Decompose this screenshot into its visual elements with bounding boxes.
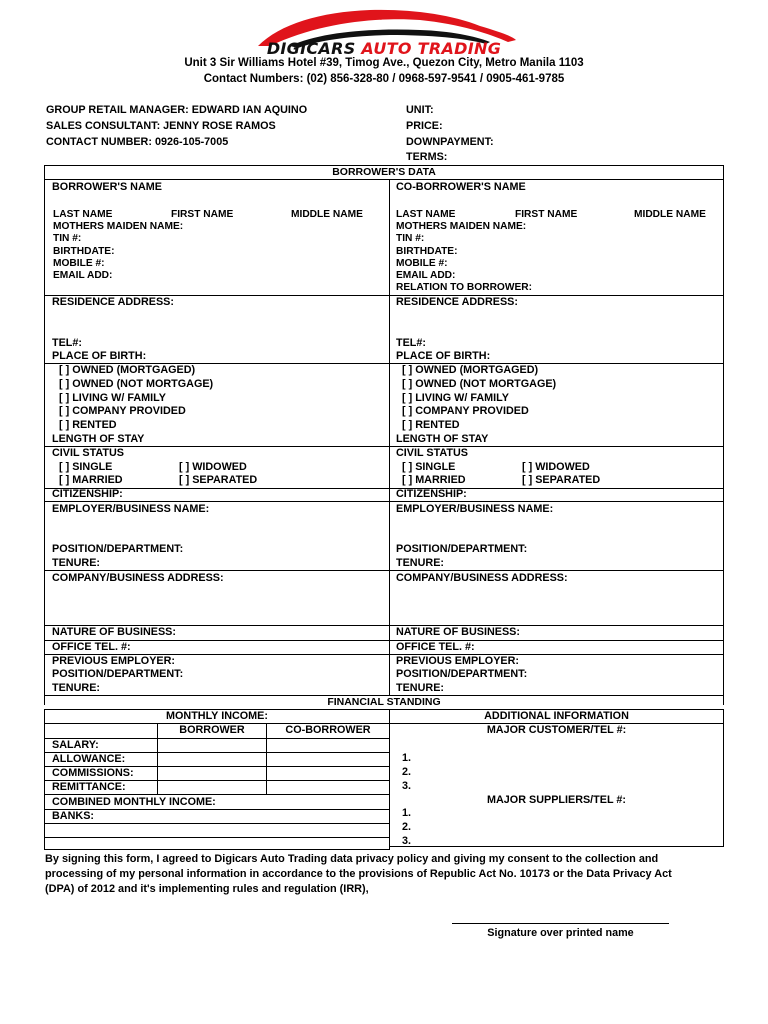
downpayment-label: DOWNPAYMENT: bbox=[406, 136, 494, 148]
borrower-tin: TIN #: bbox=[53, 233, 82, 244]
borrower-first-name: FIRST NAME bbox=[171, 209, 234, 220]
coborrower-single: [ ] SINGLE bbox=[402, 461, 456, 473]
coborrower-tel: TEL#: bbox=[396, 337, 426, 349]
company-address: Unit 3 Sir Williams Hotel #39, Timog Ave., Quezon City, Metro Manila 1103 bbox=[184, 57, 584, 69]
borrower-name-heading: BORROWER'S NAME bbox=[52, 181, 162, 193]
coborrower-middle-name: MIDDLE NAME bbox=[634, 209, 706, 220]
coborrower-last-name: LAST NAME bbox=[396, 209, 456, 220]
banks-label: BANKS: bbox=[52, 810, 94, 822]
coborrower-widowed: [ ] WIDOWED bbox=[522, 461, 590, 473]
borrower-citizenship: CITIZENSHIP: bbox=[52, 488, 123, 500]
consent-line-3: (DPA) of 2012 and it's implementing rules and regulation (IRR), bbox=[45, 883, 369, 895]
price-label: PRICE: bbox=[406, 120, 443, 132]
borrower-middle-name: MIDDLE NAME bbox=[291, 209, 363, 220]
borrower-place-of-birth: PLACE OF BIRTH: bbox=[52, 350, 147, 362]
financial-standing-title: FINANCIAL STANDING bbox=[327, 696, 441, 708]
borrower-prev-tenure: TENURE: bbox=[52, 682, 100, 694]
borrower-rented: [ ] RENTED bbox=[59, 419, 117, 431]
supplier-item-2: 2. bbox=[402, 821, 412, 833]
remittance-label: REMITTANCE: bbox=[52, 781, 126, 793]
coborrower-tenure: TENURE: bbox=[396, 557, 444, 569]
coborrower-company-address: COMPANY/BUSINESS ADDRESS: bbox=[396, 572, 568, 584]
borrower-column-heading: BORROWER bbox=[179, 724, 245, 736]
sales-consultant: SALES CONSULTANT: JENNY ROSE RAMOS bbox=[46, 120, 276, 132]
monthly-income-heading: MONTHLY INCOME: bbox=[166, 710, 268, 722]
borrower-mobile: MOBILE #: bbox=[53, 258, 105, 269]
coborrower-company-provided: [ ] COMPANY PROVIDED bbox=[402, 405, 529, 417]
consent-line-2: processing of my personal information in accordance to the provisions of Republic Act No. 10173 or the Data Privacy Act bbox=[45, 868, 672, 880]
combined-income-label: COMBINED MONTHLY INCOME: bbox=[52, 796, 216, 808]
logo-text-auto-trading: AUTO TRADING bbox=[361, 39, 502, 58]
logo-wordmark bbox=[258, 39, 510, 58]
borrower-last-name: LAST NAME bbox=[53, 209, 113, 220]
borrower-prev-position: POSITION/DEPARTMENT: bbox=[52, 668, 184, 680]
coborrower-prev-position: POSITION/DEPARTMENT: bbox=[396, 668, 528, 680]
customer-item-3: 3. bbox=[402, 780, 412, 792]
additional-info-heading: ADDITIONAL INFORMATION bbox=[484, 710, 629, 722]
logo-text-digicars: DIGICARS bbox=[266, 39, 356, 58]
borrower-mothers-maiden: MOTHERS MAIDEN NAME: bbox=[53, 221, 184, 232]
contact-number: CONTACT NUMBER: 0926-105-7005 bbox=[46, 136, 229, 148]
borrower-employer: EMPLOYER/BUSINESS NAME: bbox=[52, 503, 210, 515]
coborrower-office-tel: OFFICE TEL. #: bbox=[396, 641, 475, 653]
borrower-office-tel: OFFICE TEL. #: bbox=[52, 641, 131, 653]
coborrower-residence: RESIDENCE ADDRESS: bbox=[396, 296, 518, 308]
borrower-position: POSITION/DEPARTMENT: bbox=[52, 543, 184, 555]
commissions-label: COMMISSIONS: bbox=[52, 767, 134, 779]
company-contact: Contact Numbers: (02) 856-328-80 / 0968-597-9541 / 0905-461-9785 bbox=[203, 73, 565, 85]
borrower-birthdate: BIRTHDATE: bbox=[53, 246, 115, 257]
borrowers-data-title: BORROWER'S DATA bbox=[332, 166, 436, 178]
borrower-previous-employer: PREVIOUS EMPLOYER: bbox=[52, 655, 175, 667]
coborrower-name-heading: CO-BORROWER'S NAME bbox=[396, 181, 526, 193]
borrower-tenure: TENURE: bbox=[52, 557, 100, 569]
coborrower-mobile: MOBILE #: bbox=[396, 258, 448, 269]
coborrower-relation: RELATION TO BORROWER: bbox=[396, 282, 533, 293]
salary-label: SALARY: bbox=[52, 739, 99, 751]
coborrower-separated: [ ] SEPARATED bbox=[522, 474, 601, 486]
coborrower-previous-employer: PREVIOUS EMPLOYER: bbox=[396, 655, 519, 667]
consent-line-1: By signing this form, I agreed to Digicars Auto Trading data privacy policy and giving my consent to the collection and bbox=[45, 853, 659, 865]
coborrower-rented: [ ] RENTED bbox=[402, 419, 460, 431]
coborrower-mothers-maiden: MOTHERS MAIDEN NAME: bbox=[396, 221, 527, 232]
signature-line bbox=[452, 923, 669, 924]
borrower-email: EMAIL ADD: bbox=[53, 270, 113, 281]
coborrower-living-family: [ ] LIVING W/ FAMILY bbox=[402, 392, 509, 404]
group-retail-manager: GROUP RETAIL MANAGER: EDWARD IAN AQUINO bbox=[46, 104, 308, 116]
supplier-item-3: 3. bbox=[402, 835, 412, 847]
allowance-label: ALLOWANCE: bbox=[52, 753, 126, 765]
borrower-separated: [ ] SEPARATED bbox=[179, 474, 258, 486]
coborrower-email: EMAIL ADD: bbox=[396, 270, 456, 281]
borrower-company-provided: [ ] COMPANY PROVIDED bbox=[59, 405, 186, 417]
borrower-single: [ ] SINGLE bbox=[59, 461, 113, 473]
unit-label: UNIT: bbox=[406, 104, 434, 116]
coborrower-married: [ ] MARRIED bbox=[402, 474, 466, 486]
borrower-length-of-stay: LENGTH OF STAY bbox=[52, 433, 145, 445]
major-suppliers-heading: MAJOR SUPPLIERS/TEL #: bbox=[487, 794, 626, 806]
major-customer-heading: MAJOR CUSTOMER/TEL #: bbox=[486, 724, 627, 736]
coborrower-nature: NATURE OF BUSINESS: bbox=[396, 626, 520, 638]
terms-label: TERMS: bbox=[406, 151, 448, 163]
borrower-owned-mortgaged: [ ] OWNED (MORTGAGED) bbox=[59, 364, 196, 376]
coborrower-first-name: FIRST NAME bbox=[515, 209, 578, 220]
coborrower-position: POSITION/DEPARTMENT: bbox=[396, 543, 528, 555]
signature-label: Signature over printed name bbox=[487, 927, 634, 939]
coborrower-civil-status: CIVIL STATUS bbox=[396, 447, 468, 459]
borrower-nature: NATURE OF BUSINESS: bbox=[52, 626, 176, 638]
borrower-widowed: [ ] WIDOWED bbox=[179, 461, 247, 473]
borrower-living-family: [ ] LIVING W/ FAMILY bbox=[59, 392, 166, 404]
coborrower-length-of-stay: LENGTH OF STAY bbox=[396, 433, 489, 445]
borrower-residence: RESIDENCE ADDRESS: bbox=[52, 296, 174, 308]
coborrower-citizenship: CITIZENSHIP: bbox=[396, 488, 467, 500]
borrower-married: [ ] MARRIED bbox=[59, 474, 123, 486]
supplier-item-1: 1. bbox=[402, 807, 412, 819]
customer-item-2: 2. bbox=[402, 766, 412, 778]
coborrower-birthdate: BIRTHDATE: bbox=[396, 246, 458, 257]
coborrower-place-of-birth: PLACE OF BIRTH: bbox=[396, 350, 491, 362]
coborrower-employer: EMPLOYER/BUSINESS NAME: bbox=[396, 503, 554, 515]
borrower-civil-status: CIVIL STATUS bbox=[52, 447, 124, 459]
coborrower-owned-mortgaged: [ ] OWNED (MORTGAGED) bbox=[402, 364, 539, 376]
borrower-tel: TEL#: bbox=[52, 337, 82, 349]
coborrower-owned-not: [ ] OWNED (NOT MORTGAGE) bbox=[402, 378, 557, 390]
coborrower-prev-tenure: TENURE: bbox=[396, 682, 444, 694]
coborrower-column-heading: CO-BORROWER bbox=[285, 724, 371, 736]
borrower-owned-not: [ ] OWNED (NOT MORTGAGE) bbox=[59, 378, 214, 390]
coborrower-tin: TIN #: bbox=[396, 233, 425, 244]
customer-item-1: 1. bbox=[402, 752, 412, 764]
borrower-company-address: COMPANY/BUSINESS ADDRESS: bbox=[52, 572, 224, 584]
